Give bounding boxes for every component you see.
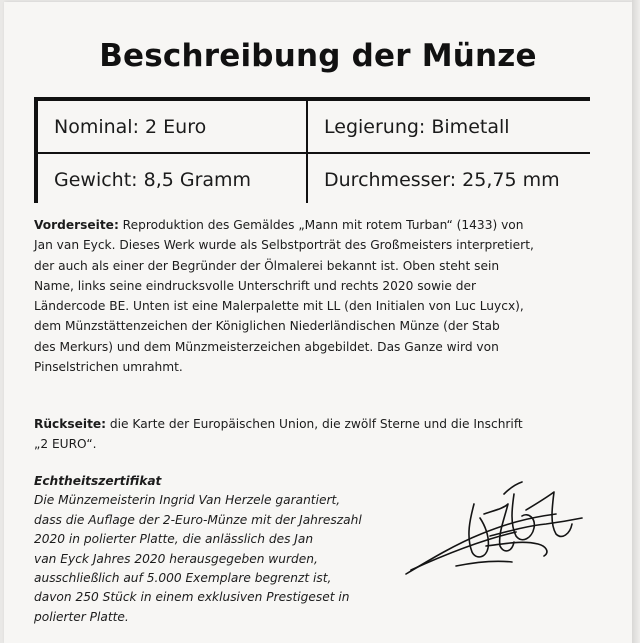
obverse-label: Vorderseite: bbox=[34, 218, 119, 232]
obverse-text: Reproduktion des Gemäldes „Mann mit rotem Turban“ (1433) von bbox=[118, 218, 524, 232]
obverse-line: Name, links seine eindrucksvolle Unterschrift und rechts 2020 sowie der bbox=[34, 278, 477, 293]
reverse-label: Rückseite: bbox=[34, 417, 107, 431]
reverse-description bbox=[34, 414, 614, 455]
certificate-line: polierter Platte. bbox=[34, 609, 129, 624]
obverse-line: der auch als einer der Begründer der Ölmalerei bekannt ist. Oben steht sein bbox=[34, 258, 500, 273]
page-title: Beschreibung der Münze bbox=[99, 38, 537, 74]
obverse-line: Ländercode BE. Unten ist eine Malerpalette mit LL (den Initialen von Luc Luycx), bbox=[34, 299, 524, 314]
obverse-description bbox=[34, 215, 614, 377]
certificate-line: davon 250 Stück in einem exklusiven Prestigeset in bbox=[34, 590, 350, 605]
obverse-line: Pinselstrichen umrahmt. bbox=[34, 360, 183, 375]
certificate-card bbox=[4, 2, 632, 643]
reverse-line: „2 EURO“. bbox=[34, 437, 97, 452]
obverse-line bbox=[34, 215, 614, 235]
certificate-line: 2020 in polierter Platte, die anlässlich des Jan bbox=[34, 532, 314, 547]
certificate-line: ausschließlich auf 5.000 Exemplare begrenzt ist, bbox=[34, 571, 332, 586]
obverse-line: des Merkurs) und dem Münzmeisterzeichen abgebildet. Das Ganze wird von bbox=[34, 339, 499, 354]
certificate-line: dass die Auflage der 2-Euro-Münze mit der Jahreszahl bbox=[34, 512, 362, 527]
certificate-block bbox=[34, 472, 414, 627]
reverse-text: die Karte der Europäischen Union, die zwölf Sterne und die Inschrift bbox=[106, 417, 523, 431]
spec-nominal: Nominal: 2 Euro bbox=[38, 101, 306, 152]
signature-icon bbox=[386, 474, 606, 584]
page-edge bbox=[632, 0, 640, 643]
spec-diameter: Durchmesser: 25,75 mm bbox=[308, 154, 592, 205]
spec-alloy: Legierung: Bimetall bbox=[308, 101, 592, 152]
obverse-line: dem Münzstättenzeichen der Königlichen Niederländischen Münze (der Stab bbox=[34, 319, 500, 334]
certificate-title: Echtheitszertifikat bbox=[34, 474, 162, 488]
obverse-line: Jan van Eyck. Dieses Werk wurde als Selbstporträt des Großmeisters interpretiert, bbox=[34, 238, 534, 253]
certificate-line: Die Münzemeisterin Ingrid Van Herzele garantiert, bbox=[34, 493, 341, 508]
spec-weight: Gewicht: 8,5 Gramm bbox=[38, 154, 306, 205]
reverse-line bbox=[34, 414, 614, 434]
certificate-line: van Eyck Jahres 2020 herausgegeben wurden, bbox=[34, 551, 318, 566]
spec-table bbox=[34, 97, 590, 203]
